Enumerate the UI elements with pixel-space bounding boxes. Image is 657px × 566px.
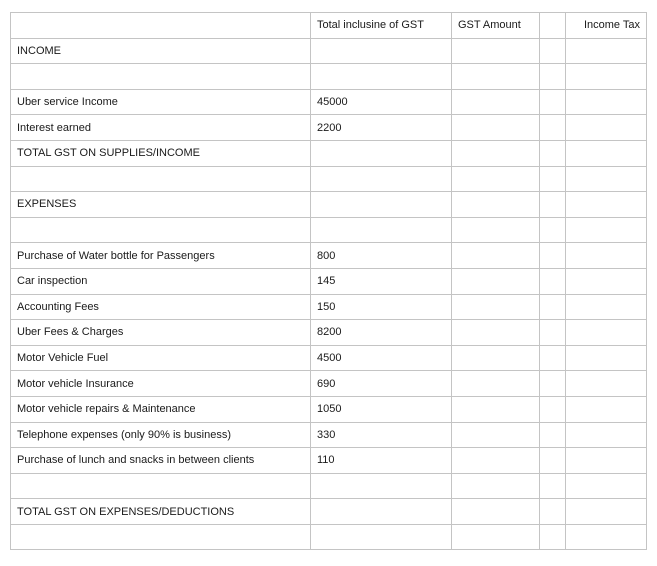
cell-gst-amount bbox=[452, 243, 540, 269]
cell-income-tax bbox=[566, 140, 647, 166]
cell-total-inclusive-gst: 150 bbox=[311, 294, 452, 320]
header-description bbox=[11, 13, 311, 39]
cell-description bbox=[11, 524, 311, 550]
cell-total-inclusive-gst: 800 bbox=[311, 243, 452, 269]
cell-income-tax bbox=[566, 320, 647, 346]
cell-description: TOTAL GST ON SUPPLIES/INCOME bbox=[11, 140, 311, 166]
cell-total-inclusive-gst: 1050 bbox=[311, 396, 452, 422]
cell-income-tax bbox=[566, 192, 647, 218]
cell-description: Motor vehicle Insurance bbox=[11, 371, 311, 397]
cell-description bbox=[11, 64, 311, 90]
cell-total-inclusive-gst bbox=[311, 473, 452, 499]
cell-description: TOTAL GST ON EXPENSES/DEDUCTIONS bbox=[11, 499, 311, 525]
cell-total-inclusive-gst bbox=[311, 499, 452, 525]
cell-description: INCOME bbox=[11, 38, 311, 64]
cell-blank bbox=[540, 499, 566, 525]
cell-total-inclusive-gst bbox=[311, 217, 452, 243]
cell-gst-amount bbox=[452, 524, 540, 550]
cell-blank bbox=[540, 422, 566, 448]
table-row bbox=[11, 243, 647, 269]
cell-gst-amount bbox=[452, 473, 540, 499]
cell-description: Motor Vehicle Fuel bbox=[11, 345, 311, 371]
cell-gst-amount bbox=[452, 499, 540, 525]
cell-description: EXPENSES bbox=[11, 192, 311, 218]
cell-gst-amount bbox=[452, 64, 540, 90]
cell-description: Telephone expenses (only 90% is business) bbox=[11, 422, 311, 448]
cell-total-inclusive-gst bbox=[311, 166, 452, 192]
cell-income-tax bbox=[566, 38, 647, 64]
cell-gst-amount bbox=[452, 371, 540, 397]
cell-gst-amount bbox=[452, 192, 540, 218]
cell-gst-amount bbox=[452, 294, 540, 320]
cell-income-tax bbox=[566, 371, 647, 397]
cell-blank bbox=[540, 345, 566, 371]
cell-blank bbox=[540, 524, 566, 550]
table-row bbox=[11, 294, 647, 320]
cell-total-inclusive-gst bbox=[311, 524, 452, 550]
table-row bbox=[11, 38, 647, 64]
cell-income-tax bbox=[566, 64, 647, 90]
cell-description: Motor vehicle repairs & Maintenance bbox=[11, 396, 311, 422]
cell-income-tax bbox=[566, 89, 647, 115]
table-row bbox=[11, 345, 647, 371]
cell-income-tax bbox=[566, 294, 647, 320]
table-row bbox=[11, 396, 647, 422]
cell-description: Purchase of lunch and snacks in between clients bbox=[11, 448, 311, 474]
cell-description: Car inspection bbox=[11, 268, 311, 294]
cell-gst-amount bbox=[452, 396, 540, 422]
cell-income-tax bbox=[566, 396, 647, 422]
cell-blank bbox=[540, 320, 566, 346]
cell-blank bbox=[540, 473, 566, 499]
cell-income-tax bbox=[566, 243, 647, 269]
header-blank bbox=[540, 13, 566, 39]
cell-blank bbox=[540, 448, 566, 474]
cell-income-tax bbox=[566, 448, 647, 474]
cell-total-inclusive-gst: 690 bbox=[311, 371, 452, 397]
cell-gst-amount bbox=[452, 38, 540, 64]
cell-blank bbox=[540, 115, 566, 141]
cell-description bbox=[11, 166, 311, 192]
table-row bbox=[11, 140, 647, 166]
cell-income-tax bbox=[566, 499, 647, 525]
cell-gst-amount bbox=[452, 89, 540, 115]
cell-total-inclusive-gst bbox=[311, 64, 452, 90]
cell-gst-amount bbox=[452, 422, 540, 448]
table-body bbox=[11, 13, 647, 550]
table-row bbox=[11, 371, 647, 397]
cell-blank bbox=[540, 396, 566, 422]
table-row bbox=[11, 166, 647, 192]
gst-income-expense-table bbox=[10, 12, 647, 550]
cell-income-tax bbox=[566, 345, 647, 371]
header-row bbox=[11, 13, 647, 39]
table-row bbox=[11, 217, 647, 243]
table-row bbox=[11, 89, 647, 115]
cell-blank bbox=[540, 192, 566, 218]
cell-total-inclusive-gst: 145 bbox=[311, 268, 452, 294]
cell-blank bbox=[540, 371, 566, 397]
cell-income-tax bbox=[566, 524, 647, 550]
cell-blank bbox=[540, 294, 566, 320]
cell-income-tax bbox=[566, 217, 647, 243]
table-row bbox=[11, 499, 647, 525]
cell-total-inclusive-gst: 4500 bbox=[311, 345, 452, 371]
cell-blank bbox=[540, 140, 566, 166]
table-row bbox=[11, 473, 647, 499]
cell-total-inclusive-gst bbox=[311, 38, 452, 64]
cell-total-inclusive-gst: 110 bbox=[311, 448, 452, 474]
cell-gst-amount bbox=[452, 166, 540, 192]
cell-gst-amount bbox=[452, 268, 540, 294]
cell-total-inclusive-gst bbox=[311, 192, 452, 218]
cell-blank bbox=[540, 166, 566, 192]
table-row bbox=[11, 115, 647, 141]
cell-description bbox=[11, 473, 311, 499]
cell-gst-amount bbox=[452, 448, 540, 474]
cell-description: Uber service Income bbox=[11, 89, 311, 115]
header-gst-amount: GST Amount bbox=[452, 13, 540, 39]
table-row bbox=[11, 268, 647, 294]
cell-total-inclusive-gst: 8200 bbox=[311, 320, 452, 346]
cell-income-tax bbox=[566, 115, 647, 141]
cell-gst-amount bbox=[452, 217, 540, 243]
table-row bbox=[11, 524, 647, 550]
header-income-tax: Income Tax bbox=[566, 13, 647, 39]
cell-blank bbox=[540, 89, 566, 115]
cell-income-tax bbox=[566, 166, 647, 192]
table-row bbox=[11, 320, 647, 346]
table-row bbox=[11, 422, 647, 448]
cell-total-inclusive-gst: 2200 bbox=[311, 115, 452, 141]
table-row bbox=[11, 64, 647, 90]
cell-blank bbox=[540, 217, 566, 243]
cell-description: Purchase of Water bottle for Passengers bbox=[11, 243, 311, 269]
cell-description: Accounting Fees bbox=[11, 294, 311, 320]
cell-description: Interest earned bbox=[11, 115, 311, 141]
cell-blank bbox=[540, 243, 566, 269]
table-row bbox=[11, 192, 647, 218]
cell-blank bbox=[540, 268, 566, 294]
cell-blank bbox=[540, 38, 566, 64]
cell-total-inclusive-gst: 330 bbox=[311, 422, 452, 448]
cell-gst-amount bbox=[452, 140, 540, 166]
cell-income-tax bbox=[566, 473, 647, 499]
table-row bbox=[11, 448, 647, 474]
cell-income-tax bbox=[566, 268, 647, 294]
cell-gst-amount bbox=[452, 115, 540, 141]
cell-total-inclusive-gst bbox=[311, 140, 452, 166]
cell-blank bbox=[540, 64, 566, 90]
cell-total-inclusive-gst: 45000 bbox=[311, 89, 452, 115]
header-total-inclusive-gst: Total inclusine of GST bbox=[311, 13, 452, 39]
cell-description bbox=[11, 217, 311, 243]
cell-income-tax bbox=[566, 422, 647, 448]
cell-description: Uber Fees & Charges bbox=[11, 320, 311, 346]
cell-gst-amount bbox=[452, 345, 540, 371]
cell-gst-amount bbox=[452, 320, 540, 346]
